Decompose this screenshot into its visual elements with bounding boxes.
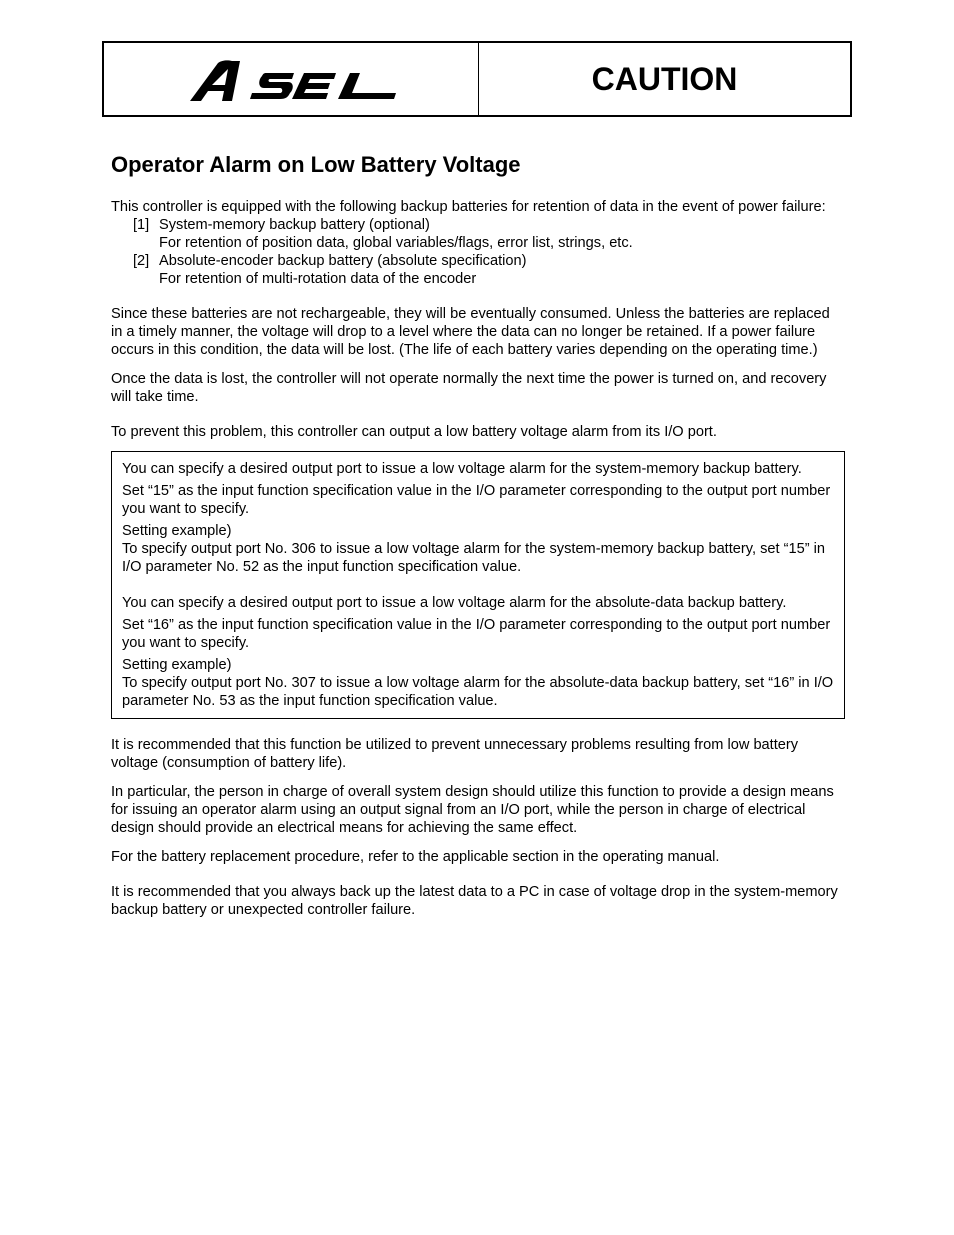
item-label: System-memory backup battery (optional) <box>159 217 430 233</box>
prevent-paragraph: To prevent this problem, this controller can output a low battery voltage alarm from its I/O port. <box>111 424 717 440</box>
document-body <box>111 198 841 919</box>
item-detail: For retention of multi-rotation data of the encoder <box>159 271 477 287</box>
list-item <box>111 216 841 234</box>
box-example-title: Setting example) <box>122 657 232 673</box>
lost-paragraph: Once the data is lost, the controller will not operate normally the next time the power is turned on, and recovery will take time. <box>111 371 827 405</box>
caution-label: CAUTION <box>591 61 738 97</box>
item-label: Absolute-encoder backup battery (absolute specification) <box>159 253 527 269</box>
intro-paragraph: This controller is equipped with the following backup batteries for retention of data in the event of power failure: <box>111 199 826 215</box>
recommend-paragraph: It is recommended that this function be utilized to prevent unnecessary problems resulting from low battery voltage (consumption of battery life). <box>111 737 799 771</box>
list-item <box>111 252 841 270</box>
box-example-text: To specify output port No. 307 to issue a low voltage alarm for the absolute-data backup battery, set “16” in I/O parameter No. 53 as the input function specification value. <box>122 675 834 709</box>
item-detail: For retention of position data, global variables/flags, error list, strings, etc. <box>159 235 633 251</box>
box-text: You can specify a desired output port to issue a low voltage alarm for the absolute-data backup battery. <box>122 595 787 611</box>
box-text: You can specify a desired output port to issue a low voltage alarm for the system-memory backup battery. <box>122 461 802 477</box>
logo-cell <box>104 43 479 115</box>
box-text: Set “16” as the input function specification value in the I/O parameter corresponding to the output port number you want to specify. <box>122 617 831 651</box>
box-example-text: To specify output port No. 306 to issue a low voltage alarm for the system-memory backup battery, set “15” in I/O parameter No. 52 as the input function specification value. <box>122 541 825 575</box>
header-table <box>102 41 852 117</box>
box-text: Set “15” as the input function specification value in the I/O parameter corresponding to the output port number you want to specify. <box>122 483 831 517</box>
page-title: Operator Alarm on Low Battery Voltage <box>111 152 521 177</box>
particular-paragraph: In particular, the person in charge of overall system design should utilize this function to provide a design means for issuing an operator alarm using an output signal from an I/O port, while the person in charge of electrical design should provide an electrical means for achieving the same effect. <box>111 784 834 836</box>
settings-box <box>111 451 845 719</box>
consumed-paragraph: Since these batteries are not rechargeable, they will be eventually consumed. Unless the batteries are replaced in a timely manner, the voltage will drop to a level where the data can no longer be retained. If a power failure occurs in this condition, the data will be lost. (The life of each battery varies depending on the operating time.) <box>111 306 830 358</box>
asel-logo <box>188 59 400 103</box>
box-example-title: Setting example) <box>122 523 232 539</box>
backup-paragraph: It is recommended that you always back up the latest data to a PC in case of voltage drop in the system-memory backup battery or unexpected controller failure. <box>111 884 838 918</box>
item-number: [2] <box>133 253 150 269</box>
replace-paragraph: For the battery replacement procedure, refer to the applicable section in the operating manual. <box>111 849 720 865</box>
item-number: [1] <box>133 217 150 233</box>
